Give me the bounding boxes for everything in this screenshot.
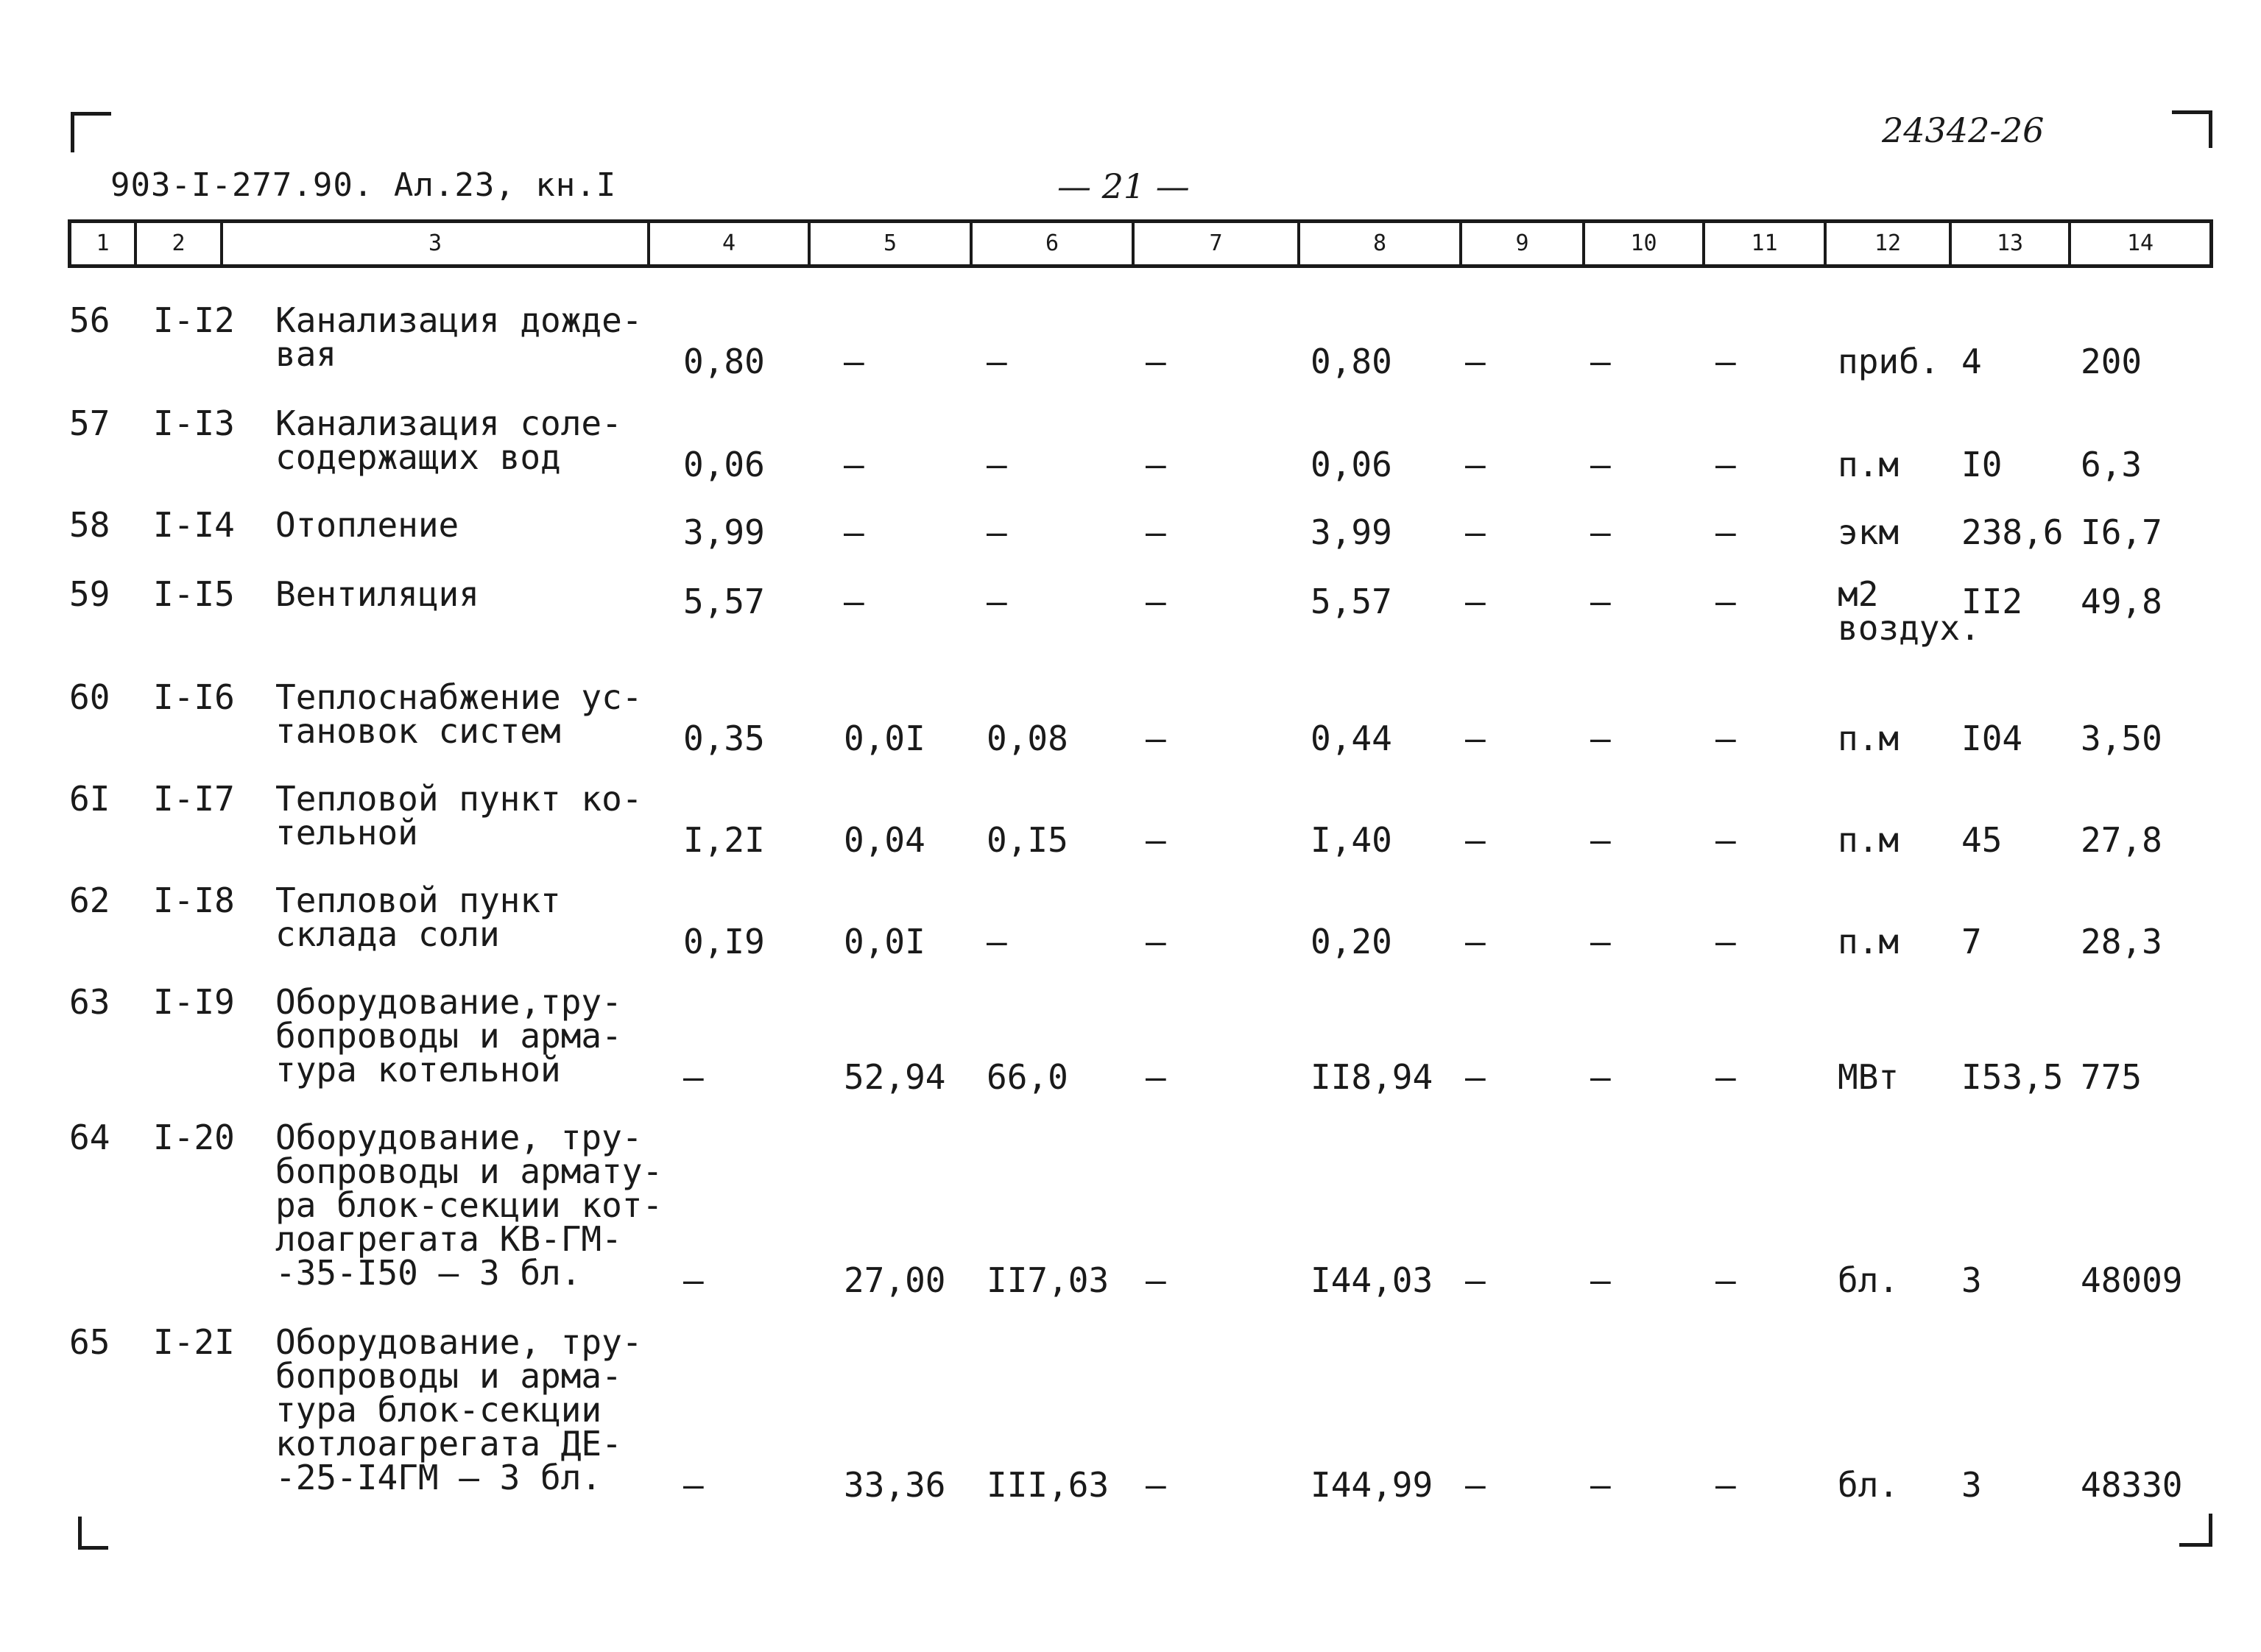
row-57-c11: –: [1715, 445, 1736, 484]
row-57-no: 57: [69, 403, 110, 443]
row-56-c5: –: [844, 342, 864, 381]
row-62-c5: 0,0I: [844, 922, 925, 961]
row-6I-c9: –: [1465, 820, 1486, 860]
row-59-c5: –: [844, 582, 864, 621]
column-header-3: 3: [220, 223, 647, 264]
row-6I-c8: I,40: [1311, 820, 1392, 860]
corner-mark-top-left: [71, 112, 111, 152]
row-58-c11: –: [1715, 512, 1736, 552]
row-6I-c5: 0,04: [844, 820, 925, 860]
row-6I-code: I-I7: [153, 779, 235, 819]
row-56-c8: 0,80: [1311, 342, 1392, 381]
sheet-mark: 24342-26: [1882, 110, 2045, 150]
row-60-c4: 0,35: [683, 719, 765, 758]
row-64-c9: –: [1465, 1260, 1486, 1300]
row-63-c9: –: [1465, 1057, 1486, 1097]
row-65-c7: –: [1146, 1465, 1166, 1505]
row-58-c6: –: [987, 512, 1007, 552]
row-56-unit: приб.: [1838, 342, 1940, 381]
column-header-13: 13: [1949, 223, 2068, 264]
row-65-c10: –: [1590, 1465, 1611, 1505]
row-63-c8: II8,94: [1311, 1057, 1433, 1097]
row-63-c4: –: [683, 1057, 704, 1097]
row-64-c10: –: [1590, 1260, 1611, 1300]
page-number: — 21 —: [1057, 166, 1190, 206]
row-6I-c7: –: [1146, 820, 1166, 860]
row-56-c11: –: [1715, 342, 1736, 381]
corner-mark-bottom-left: [78, 1517, 108, 1550]
row-56-no: 56: [69, 300, 110, 340]
row-63-c7: –: [1146, 1057, 1166, 1097]
row-64-qty: 3: [1961, 1260, 1982, 1300]
row-63-c14: 775: [2081, 1057, 2142, 1097]
column-header-row: [68, 219, 2213, 268]
row-58-unit: экм: [1838, 512, 1900, 552]
column-header-8: 8: [1297, 223, 1459, 264]
row-6I-c4: I,2I: [683, 820, 765, 860]
row-59-c10: –: [1590, 582, 1611, 621]
row-64-c5: 27,00: [844, 1260, 946, 1300]
row-62-unit: п.м: [1838, 922, 1900, 961]
row-6I-c6: 0,I5: [987, 820, 1068, 860]
row-58-qty: 238,6: [1961, 512, 2064, 552]
row-65-c14: 48330: [2081, 1465, 2183, 1505]
row-63-c6: 66,0: [987, 1057, 1068, 1097]
row-65-c6: III,63: [987, 1465, 1110, 1505]
row-64-unit: бл.: [1838, 1260, 1900, 1300]
row-59-c4: 5,57: [683, 582, 765, 621]
row-62-c14: 28,3: [2081, 922, 2162, 961]
row-63-c10: –: [1590, 1057, 1611, 1097]
row-56-c7: –: [1146, 342, 1166, 381]
row-63-c11: –: [1715, 1057, 1736, 1097]
row-57-c5: –: [844, 445, 864, 484]
row-58-code: I-I4: [153, 505, 235, 545]
row-60-code: I-I6: [153, 677, 235, 717]
row-60-qty: I04: [1961, 719, 2023, 758]
row-57-c4: 0,06: [683, 445, 765, 484]
row-65-c11: –: [1715, 1465, 1736, 1505]
row-6I-c11: –: [1715, 820, 1736, 860]
row-62-c11: –: [1715, 922, 1736, 961]
row-62-c8: 0,20: [1311, 922, 1392, 961]
row-60-c5: 0,0I: [844, 719, 925, 758]
row-65-c4: –: [683, 1465, 704, 1505]
row-63-code: I-I9: [153, 982, 235, 1022]
row-57-c14: 6,3: [2081, 445, 2142, 484]
row-60-c8: 0,44: [1311, 719, 1392, 758]
row-64-c11: –: [1715, 1260, 1736, 1300]
row-60-c7: –: [1146, 719, 1166, 758]
row-62-c4: 0,I9: [683, 922, 765, 961]
row-60-c6: 0,08: [987, 719, 1068, 758]
row-64-name: Оборудование, тру- бопроводы и армату- ра блок-секции кот- лоагрегата КВ-ГМ- -35-I50 – 3 бл.: [275, 1118, 663, 1293]
column-header-11: 11: [1702, 223, 1824, 264]
row-65-code: I-2I: [153, 1322, 235, 1362]
row-6I-unit: п.м: [1838, 820, 1900, 860]
row-56-c14: 200: [2081, 342, 2142, 381]
row-62-c10: –: [1590, 922, 1611, 961]
row-6I-name: Тепловой пункт ко- тельной: [275, 779, 643, 853]
row-56-c6: –: [987, 342, 1007, 381]
row-56-code: I-I2: [153, 300, 235, 340]
row-57-c6: –: [987, 445, 1007, 484]
row-58-c9: –: [1465, 512, 1486, 552]
row-65-unit: бл.: [1838, 1465, 1900, 1505]
row-65-qty: 3: [1961, 1465, 1982, 1505]
row-64-no: 64: [69, 1118, 110, 1157]
row-59-c8: 5,57: [1311, 582, 1392, 621]
row-64-c8: I44,03: [1311, 1260, 1433, 1300]
row-60-name: Теплоснабжение ус- тановок систем: [275, 677, 643, 751]
row-63-unit: МВт: [1838, 1057, 1900, 1097]
row-57-c10: –: [1590, 445, 1611, 484]
row-59-c11: –: [1715, 582, 1736, 621]
column-header-9: 9: [1459, 223, 1582, 264]
row-64-c7: –: [1146, 1260, 1166, 1300]
column-header-4: 4: [647, 223, 808, 264]
column-header-10: 10: [1582, 223, 1702, 264]
column-header-2: 2: [134, 223, 220, 264]
row-56-c4: 0,80: [683, 342, 765, 381]
row-57-qty: I0: [1961, 445, 2003, 484]
row-63-name: Оборудование,тру- бопроводы и арма- тура котельной: [275, 982, 622, 1090]
row-6I-c14: 27,8: [2081, 820, 2162, 860]
row-62-no: 62: [69, 880, 110, 920]
corner-mark-bottom-right: [2179, 1514, 2212, 1547]
row-56-name: Канализация дожде- вая: [275, 300, 643, 374]
row-62-c9: –: [1465, 922, 1486, 961]
row-62-c7: –: [1146, 922, 1166, 961]
row-65-c5: 33,36: [844, 1465, 946, 1505]
row-57-c7: –: [1146, 445, 1166, 484]
row-58-name: Отопление: [275, 505, 459, 545]
row-64-c14: 48009: [2081, 1260, 2183, 1300]
row-58-c10: –: [1590, 512, 1611, 552]
row-59-c7: –: [1146, 582, 1166, 621]
row-62-c6: –: [987, 922, 1007, 961]
row-58-c8: 3,99: [1311, 512, 1392, 552]
row-57-c8: 0,06: [1311, 445, 1392, 484]
column-header-6: 6: [970, 223, 1132, 264]
row-57-code: I-I3: [153, 403, 235, 443]
row-60-unit: п.м: [1838, 719, 1900, 758]
row-65-name: Оборудование, тру- бопроводы и арма- тура блок-секции котлоагрегата ДЕ- -25-I4ГМ – 3 бл.: [275, 1322, 643, 1497]
row-60-c14: 3,50: [2081, 719, 2162, 758]
row-60-c11: –: [1715, 719, 1736, 758]
row-58-c14: I6,7: [2081, 512, 2162, 552]
row-59-no: 59: [69, 574, 110, 614]
row-59-c9: –: [1465, 582, 1486, 621]
column-header-14: 14: [2068, 223, 2209, 264]
row-64-c6: II7,03: [987, 1260, 1110, 1300]
row-60-c9: –: [1465, 719, 1486, 758]
row-59-name: Вентиляция: [275, 574, 479, 614]
row-56-qty: 4: [1961, 342, 1982, 381]
row-6I-c10: –: [1590, 820, 1611, 860]
row-58-no: 58: [69, 505, 110, 545]
row-59-c6: –: [987, 582, 1007, 621]
row-58-c5: –: [844, 512, 864, 552]
row-60-no: 60: [69, 677, 110, 717]
row-65-no: 65: [69, 1322, 110, 1362]
row-64-code: I-20: [153, 1118, 235, 1157]
row-62-qty: 7: [1961, 922, 1982, 961]
row-57-name: Канализация соле- содержащих вод: [275, 403, 622, 477]
row-62-code: I-I8: [153, 880, 235, 920]
document-code: 903-I-277.90. Ал.23, кн.I: [110, 166, 617, 204]
row-65-c8: I44,99: [1311, 1465, 1433, 1505]
row-59-qty: II2: [1961, 582, 2023, 621]
row-6I-no: 6I: [69, 779, 110, 819]
row-57-c9: –: [1465, 445, 1486, 484]
column-header-5: 5: [808, 223, 970, 264]
row-62-name: Тепловой пункт склада соли: [275, 880, 561, 954]
row-59-unit: м2 воздух.: [1838, 574, 1980, 648]
corner-mark-top-right: [2172, 110, 2212, 148]
row-64-c4: –: [683, 1260, 704, 1300]
row-65-c9: –: [1465, 1465, 1486, 1505]
row-57-unit: п.м: [1838, 445, 1900, 484]
row-59-c14: 49,8: [2081, 582, 2162, 621]
row-60-c10: –: [1590, 719, 1611, 758]
row-56-c9: –: [1465, 342, 1486, 381]
row-63-no: 63: [69, 982, 110, 1022]
row-59-code: I-I5: [153, 574, 235, 614]
row-58-c7: –: [1146, 512, 1166, 552]
row-63-c5: 52,94: [844, 1057, 946, 1097]
column-header-1: 1: [96, 230, 110, 256]
column-header-12: 12: [1824, 223, 1949, 264]
column-header-7: 7: [1132, 223, 1297, 264]
row-58-c4: 3,99: [683, 512, 765, 552]
row-56-c10: –: [1590, 342, 1611, 381]
row-6I-qty: 45: [1961, 820, 2003, 860]
row-63-qty: I53,5: [1961, 1057, 2064, 1097]
